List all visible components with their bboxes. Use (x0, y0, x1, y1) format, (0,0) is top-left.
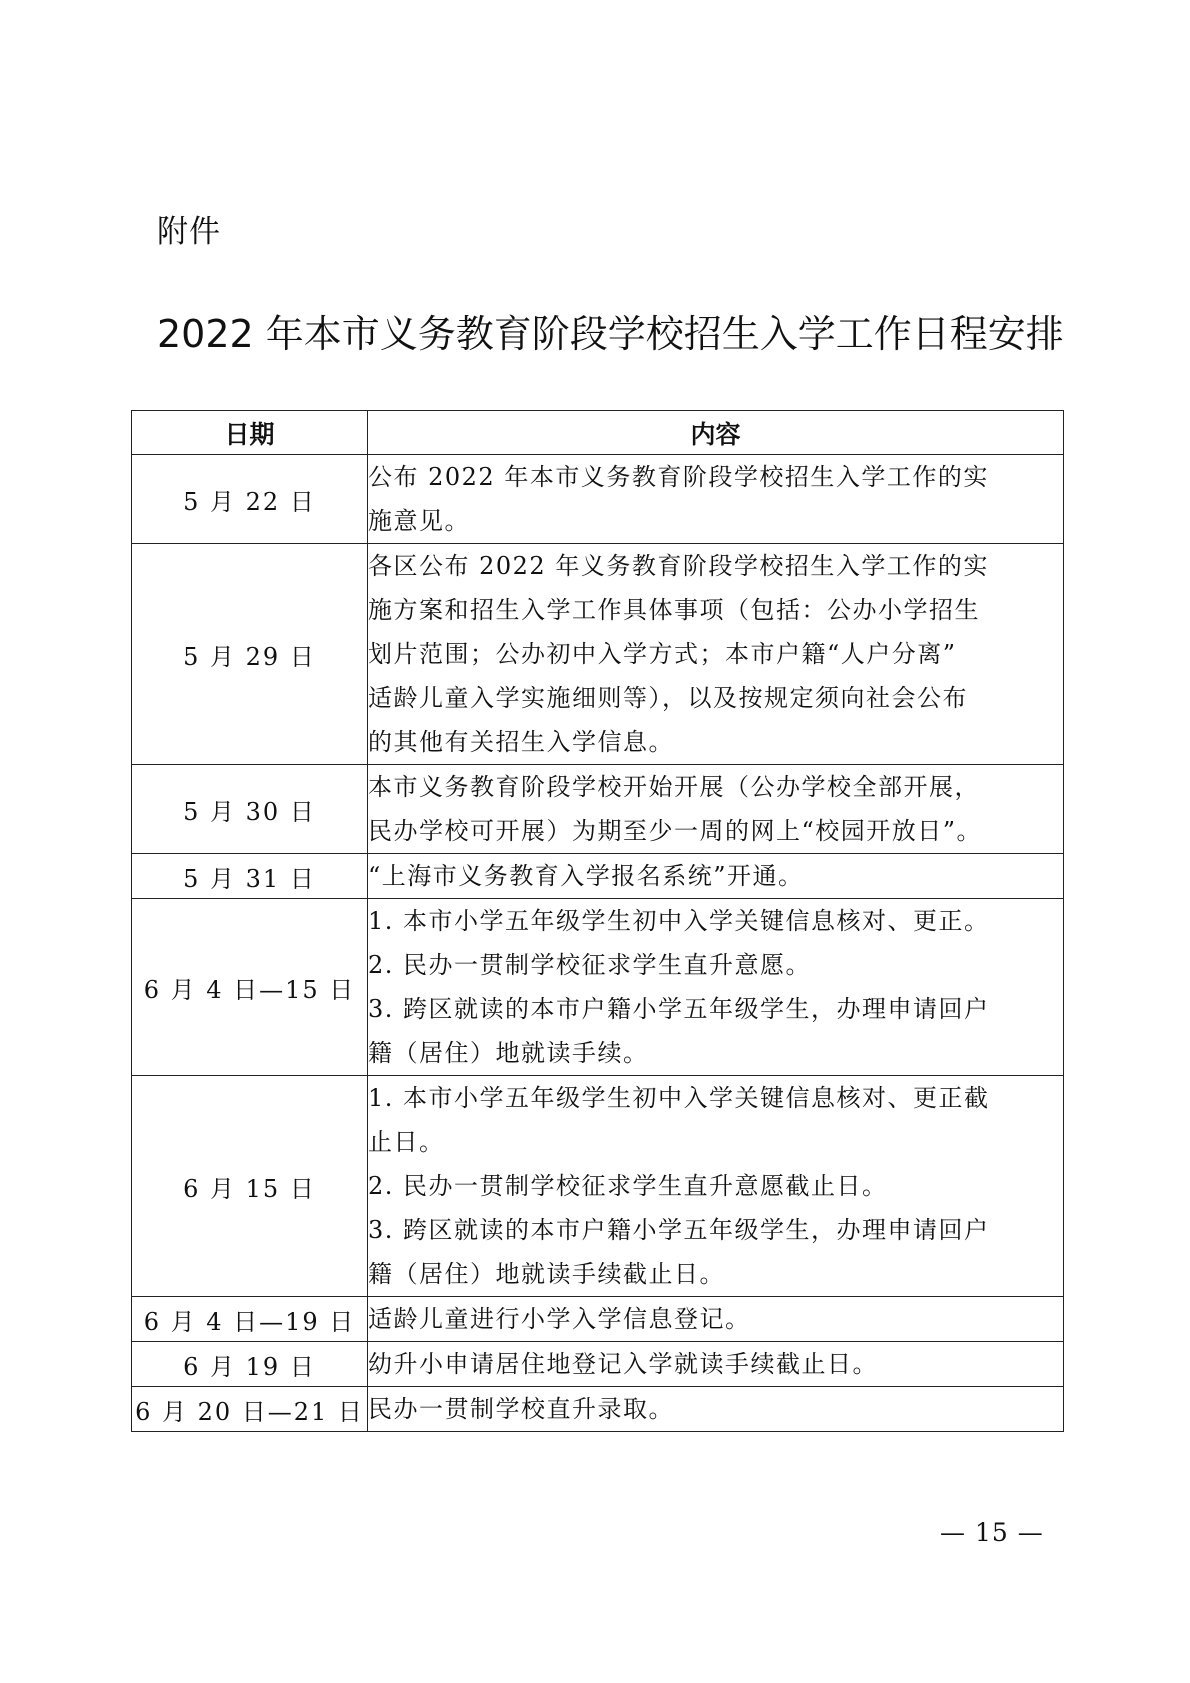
row-content (368, 765, 1064, 854)
content-line: 公布 2022 年本市义务教育阶段学校招生入学工作的实 (368, 463, 989, 491)
table-row (132, 544, 1064, 765)
content-line: 适龄儿童进行小学入学信息登记。 (368, 1305, 751, 1333)
row-content (368, 1297, 1064, 1342)
row-date: 5 月 22 日 (132, 455, 368, 544)
header-content: 内容 (368, 411, 1064, 455)
content-line: 适龄儿童入学实施细则等），以及按规定须向社会公布 (368, 684, 968, 712)
table-row (132, 899, 1064, 1076)
content-line: 民办学校可开展）为期至少一周的网上“校园开放日”。 (368, 817, 983, 845)
header-date: 日期 (132, 411, 368, 455)
content-line: 1. 本市小学五年级学生初中入学关键信息核对、更正。 (368, 907, 990, 935)
content-line: 各区公布 2022 年义务教育阶段学校招生入学工作的实 (368, 552, 989, 580)
row-content (368, 854, 1064, 899)
row-content (368, 899, 1064, 1076)
row-date: 6 月 4 日—15 日 (132, 899, 368, 1076)
content-line: 幼升小申请居住地登记入学就读手续截止日。 (368, 1350, 878, 1378)
content-line: 2. 民办一贯制学校征求学生直升意愿截止日。 (368, 1172, 888, 1200)
content-line: “上海市义务教育入学报名系统”开通。 (368, 862, 804, 890)
document-title: 2022 年本市义务教育阶段学校招生入学工作日程安排 (157, 312, 1064, 356)
table-row (132, 455, 1064, 544)
table-row (132, 1076, 1064, 1297)
schedule-body (132, 455, 1064, 1432)
table-row (132, 1342, 1064, 1387)
row-content (368, 1076, 1064, 1297)
content-line: 3. 跨区就读的本市户籍小学五年级学生，办理申请回户 (368, 1216, 990, 1244)
row-content (368, 544, 1064, 765)
table-row (132, 854, 1064, 899)
content-line: 3. 跨区就读的本市户籍小学五年级学生，办理申请回户 (368, 995, 990, 1023)
row-content (368, 1387, 1064, 1432)
content-line: 2. 民办一贯制学校征求学生直升意愿。 (368, 951, 812, 979)
content-line: 本市义务教育阶段学校开始开展（公办学校全部开展， (368, 773, 980, 801)
schedule-table (131, 410, 1064, 1432)
content-line: 施方案和招生入学工作具体事项（包括：公办小学招生 (368, 596, 980, 624)
attachment-label: 附件 (157, 214, 221, 250)
content-line: 的其他有关招生入学信息。 (368, 728, 674, 756)
table-header-row (132, 411, 1064, 455)
row-content (368, 1342, 1064, 1387)
row-date: 5 月 30 日 (132, 765, 368, 854)
content-line: 划片范围；公办初中入学方式；本市户籍“人户分离” (368, 640, 957, 668)
row-content (368, 455, 1064, 544)
content-line: 民办一贯制学校直升录取。 (368, 1395, 674, 1423)
table-row (132, 1387, 1064, 1432)
table-row (132, 765, 1064, 854)
content-line: 籍（居住）地就读手续。 (368, 1039, 649, 1067)
row-date: 6 月 15 日 (132, 1076, 368, 1297)
row-date: 6 月 19 日 (132, 1342, 368, 1387)
content-line: 止日。 (368, 1128, 445, 1156)
row-date: 5 月 29 日 (132, 544, 368, 765)
page-number: — 15 — (940, 1518, 1044, 1547)
row-date: 6 月 4 日—19 日 (132, 1297, 368, 1342)
table-row (132, 1297, 1064, 1342)
content-line: 1. 本市小学五年级学生初中入学关键信息核对、更正截 (368, 1084, 990, 1112)
row-date: 5 月 31 日 (132, 854, 368, 899)
content-line: 施意见。 (368, 507, 470, 535)
content-line: 籍（居住）地就读手续截止日。 (368, 1260, 725, 1288)
row-date: 6 月 20 日—21 日 (132, 1387, 368, 1432)
